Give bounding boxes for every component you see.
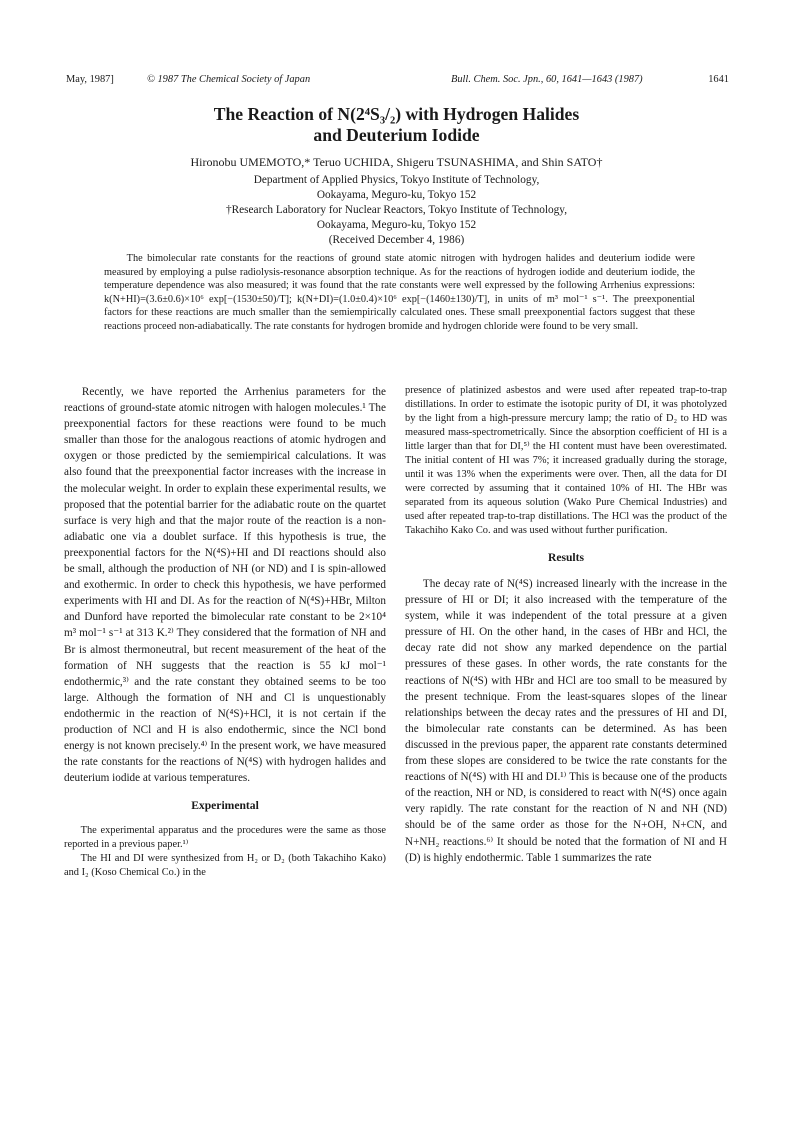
affiliation-line: Department of Applied Physics, Tokyo Institute of Technology,	[253, 174, 540, 186]
experimental-continuation: presence of platinized asbestos and were used after repeated trap-to-trap distillations. In order to estimate the isotopic purity of DI, it was photolyzed by the light from a high-pressure mercury lamp; the ratio of D₂ to HD was measured mass-spectrometrically. Since the absorption coefficient of HI is a little larger than that for DI,⁵⁾ the HI content must have been overestimated. The initial content of HI was 7%; it increased gradually during the storage, until it was 13% when the experiments were over. Then, all the data for DI were corrected by assuming that it contained 10% of HI. The HBr was separated from its aqueous solution (Wako Pure Chemical Industries) and used after repeated trap-to-trap distillations. The HCl was the product of the Takachiho Kako Co. and was used without further purification.	[405, 385, 727, 536]
copyright-notice: © 1987 The Chemical Society of Japan	[147, 74, 311, 85]
right-column	[405, 384, 727, 866]
introduction-paragraph: Recently, we have reported the Arrhenius parameters for the reactions of ground-state atomic nitrogen with halogen molecules.¹ The preexponential factors for these reactions were found to be much smaller than those for the analogous reactions of atomic hydrogen and oxygen or those predicted by the semiempirical calculations. It was also found that the preexponential factor increases with the increase in the molecular weight. In order to explain these experimental results, we proposed that the potential barrier for the adiabatic route on the quartet surface is very high and that the major route of the reaction is a non-adiabatic one via a doublet surface. If this hypothesis is true, the preexponential factors for the N(⁴S)+HI and DI reactions should also be small, although the production of NH (or ND) and I is spin-allowed and exothermic. In order to check this hypothesis, we have performed experiments with HI and DI. As for the reaction of N(⁴S)+HBr, Milton and Dunford have reported the bimolecular rate constant to be 2×10⁴ m³ mol⁻¹ s⁻¹ at 313 K.²⁾ They considered that the formation of NH and Br is almost thermoneutral, but recent measurement of the heat of the formation of NH suggests that the reaction is 55 kJ mol⁻¹ endothermic,³⁾ and the rate constant they obtained seems to be too large. Although the formation of NH and Cl is unquestionably endothermic in the reaction of N(⁴S)+HCl, it is not certain if the production of NCl and H is also endothermic, since the NCl bond energy is not known precisely.⁴⁾ In the present work, we have measured the rate constants for the reactions of N(⁴S) with hydrogen halides and deuterium iodide at various temperatures.	[64, 386, 386, 785]
page-number: 1641	[708, 74, 729, 85]
results-paragraph: The decay rate of N(⁴S) increased linearly with the increase in the pressure of HI or DI; it also increased with the temperature of the system, while it was independent of the total pressure at a given pressure of HI. On the other hand, in the cases of HBr and HCl, the decay rate did not show any marked dependence on the partial pressures of these gases. In other words, the rate constants for the reactions of N(⁴S) with HBr and HCl are too small to be measured by the present technique. From the least-squares slopes of the linear relationships between the decay rates and the pressures of HI and DI, the bimolecular rate constants can be determined. As has been discussed in the previous paper, the apparent rate constants determined from these slopes are considered to be twice the rate constants for the reactions of N(⁴S) with HI and DI.¹⁾ This is because one of the products of the reaction, NH or ND, is considered to react with N(⁴S) once again very rapidly. The rate constant for the reaction of N and NH (ND) should be of the same order as those for the N+OH, N+CN, and N+NH₂ reactions.⁶⁾ It should be noted that the formation of NI and H (D) is highly endothermic. Table 1 summarizes the rate	[405, 578, 727, 864]
affiliation-line: Ookayama, Meguro-ku, Tokyo 152	[316, 219, 477, 231]
experimental-paragraph: The HI and DI were synthesized from H₂ or D₂ (both Takachiho Kako) and I₂ (Koso Chemical Co.) in the	[64, 853, 386, 879]
journal-citation: Bull. Chem. Soc. Jpn., 60, 1641—1643 (1987)	[451, 74, 643, 85]
affiliation-line: Ookayama, Meguro-ku, Tokyo 152	[316, 189, 477, 201]
experimental-heading: Experimental	[191, 799, 259, 813]
affiliations	[100, 173, 693, 248]
running-header	[66, 73, 729, 87]
title-line-1: The Reaction of N(2⁴S₃/₂) with Hydrogen Halides	[213, 104, 580, 124]
received-date: (Received December 4, 1986)	[328, 234, 465, 246]
paper-title	[120, 104, 673, 146]
author-list: Hironobu UMEMOTO,* Teruo UCHIDA, Shigeru TSUNASHIMA, and Shin SATO†	[190, 155, 603, 169]
title-line-2: and Deuterium Iodide	[313, 125, 480, 145]
abstract: The bimolecular rate constants for the reactions of ground state atomic nitrogen with hydrogen halides and deuterium iodide were measured by employing a pulse radiolysis-resonance absorption technique. As for the reactions of hydrogen iodide and deuterium iodide, the temperature dependence was also measured; it was found that the rate constants were well expressed by the following Arrhenius expressions: k(N+HI)=(3.6±0.6)×10⁶ exp[−(1530±50)/T]; k(N+DI)=(1.0±0.4)×10⁶ exp[−(1460±130)/T], in units of m³ mol⁻¹ s⁻¹. The preexponential factors for these reactions are much smaller than the semiempirically calculated ones. These small preexponential factors suggest that these reactions proceed non-adiabatically. The rate constants for hydrogen bromide and hydrogen chloride were found to be very small.	[104, 253, 695, 332]
affiliation-line: †Research Laboratory for Nuclear Reactors, Tokyo Institute of Technology,	[225, 204, 568, 216]
experimental-paragraph: The experimental apparatus and the procedures were the same as those reported in a previous paper.¹⁾	[64, 825, 386, 851]
left-column	[64, 384, 386, 880]
results-heading: Results	[547, 551, 585, 564]
issue-date: May, 1987]	[66, 74, 114, 85]
